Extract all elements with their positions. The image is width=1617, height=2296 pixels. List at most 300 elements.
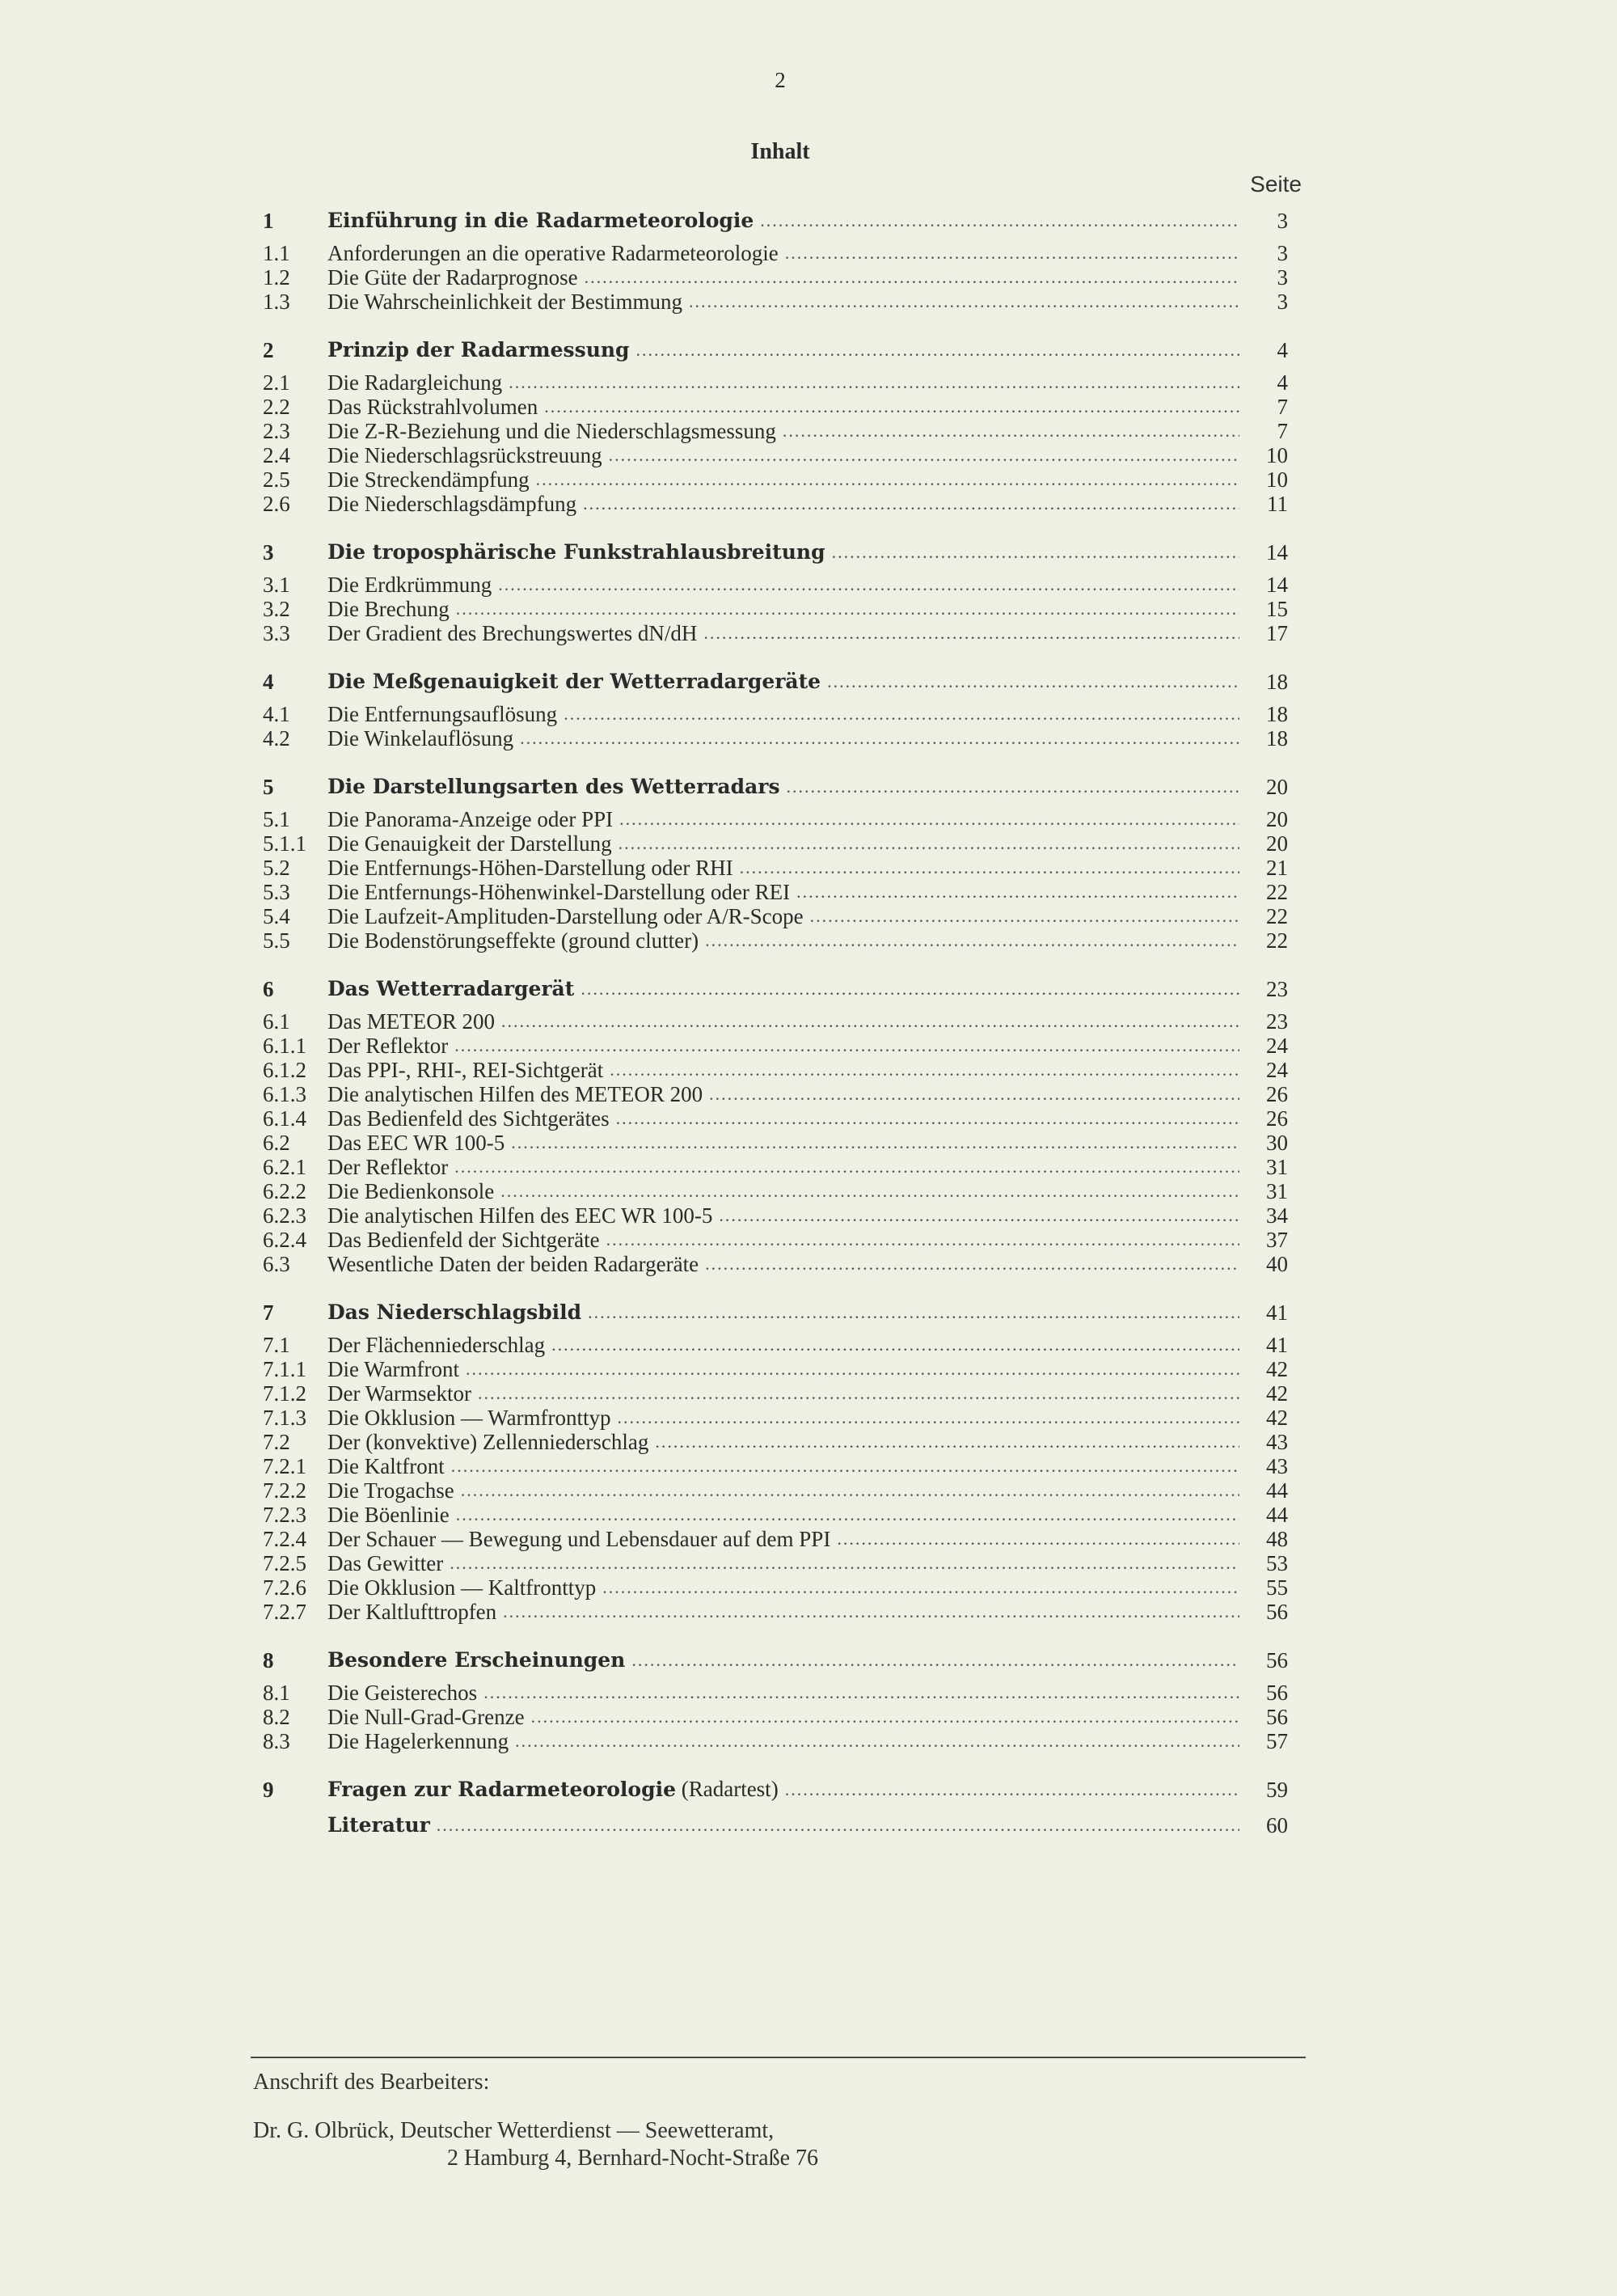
table-of-contents [263, 205, 1288, 1837]
toc-leader-dots [719, 1203, 1239, 1228]
toc-entry-page: 43 [1266, 1430, 1288, 1454]
toc-entry-page: 37 [1266, 1228, 1288, 1252]
toc-entry-title-text: Anforderungen an die operative Radarmeteorologie [327, 241, 779, 265]
toc-entry-page: 7 [1277, 419, 1288, 443]
toc-entry-page: 48 [1266, 1527, 1288, 1551]
toc-entry-title-text: Der Gradient des Brechungswertes dN/dH [327, 621, 698, 645]
toc-entry-page: 10 [1266, 443, 1288, 467]
toc-entry-title [327, 904, 810, 928]
address-line-2: 2 Hamburg 4, Bernhard-Nocht-Straße 76 [447, 2146, 819, 2171]
toc-entry-title-text: Das Rückstrahlvolumen [327, 395, 538, 419]
toc-entry-number: 5.4 [263, 904, 290, 928]
toc-leader-dots [689, 290, 1239, 314]
toc-section-row [263, 370, 1288, 395]
toc-entry-page: 18 [1266, 670, 1288, 694]
toc-entry-title [327, 1333, 551, 1357]
toc-leader-dots [810, 904, 1239, 928]
toc-entry-title [327, 928, 705, 953]
toc-entry-page: 34 [1266, 1203, 1288, 1228]
toc-entry-title-text: Die Erdkrümmung [327, 573, 492, 597]
toc-leader-dots [705, 928, 1239, 953]
toc-entry-page: 4 [1277, 338, 1288, 362]
toc-entry-title-text: Fragen zur Radarmeteorologie [327, 1778, 676, 1801]
toc-entry-title [327, 597, 456, 621]
toc-entry-title [327, 1575, 602, 1600]
toc-section-row [263, 1575, 1288, 1600]
toc-entry-title-text: Der (konvektive) Zellenniederschlag [327, 1430, 649, 1454]
toc-entry-page: 42 [1266, 1357, 1288, 1381]
toc-entry-number: 6.2.3 [263, 1203, 306, 1228]
toc-entry-number: 1.1 [263, 241, 290, 265]
toc-entry-number: 6.3 [263, 1252, 290, 1276]
toc-entry-title-text: Der Flächenniederschlag [327, 1333, 546, 1357]
divider [251, 2057, 1306, 2058]
toc-entry-number: 7.2.3 [263, 1503, 306, 1527]
toc-entry-title-text: Die Streckendämpfung [327, 467, 530, 492]
toc-leader-dots [454, 1155, 1239, 1179]
page-title: Inhalt [750, 139, 810, 164]
toc-entry-title-text: Der Reflektor [327, 1155, 449, 1179]
toc-entry-title-text: Die Güte der Radarprognose [327, 265, 578, 290]
toc-entry-number: 7.1.1 [263, 1357, 306, 1381]
toc-leader-dots [602, 1575, 1239, 1600]
toc-leader-dots [456, 597, 1239, 621]
toc-entry-page: 4 [1277, 370, 1288, 395]
toc-chapter-row [263, 1297, 1288, 1325]
toc-entry-page: 22 [1266, 880, 1288, 904]
toc-entry-title [327, 831, 619, 856]
toc-entry-page: 26 [1266, 1106, 1288, 1131]
toc-entry-page: 57 [1266, 1729, 1288, 1753]
toc-entry-number: 2.1 [263, 370, 290, 395]
toc-section-row [263, 1082, 1288, 1106]
toc-entry-title [327, 443, 609, 467]
toc-entry-title-text: Das Wetterradargerät [327, 977, 575, 1000]
toc-entry-title-text: Die Hagelerkennung [327, 1729, 509, 1753]
toc-entry-title-text: Die Wahrscheinlichkeit der Bestimmung [327, 290, 682, 314]
toc-entry-title-text: Die Niederschlagsdämpfung [327, 492, 577, 516]
toc-leader-dots [619, 807, 1239, 831]
toc-leader-dots [509, 370, 1239, 395]
toc-entry-number: 5 [263, 775, 274, 799]
toc-entry-title [327, 1179, 500, 1203]
toc-entry-number: 2.6 [263, 492, 290, 516]
toc-entry-number: 7.1.2 [263, 1381, 306, 1406]
toc-entry-title [327, 370, 509, 395]
toc-entry-page: 30 [1266, 1131, 1288, 1155]
toc-entry-title [327, 492, 583, 516]
toc-entry-title [327, 1106, 616, 1131]
toc-entry-number: 6.2.4 [263, 1228, 306, 1252]
toc-entry-title-text: Die Geisterechos [327, 1681, 478, 1705]
toc-section-row [263, 1034, 1288, 1058]
toc-chapter-row [263, 974, 1288, 1001]
toc-entry-title [327, 1082, 709, 1106]
toc-entry-title [327, 1009, 501, 1034]
toc-section-row [263, 1600, 1288, 1624]
toc-entry-title-text: Die Entfernungs-Höhenwinkel-Darstellung oder REI [327, 880, 791, 904]
toc-section-row [263, 395, 1288, 419]
toc-entry-page: 15 [1266, 597, 1288, 621]
toc-entry-title [327, 1777, 785, 1802]
toc-entry-title-text: Die Okklusion — Warmfronttyp [327, 1406, 611, 1430]
toc-leader-dots [783, 419, 1239, 443]
toc-entry-page: 23 [1266, 1009, 1288, 1034]
toc-entry-title-text: Die Warmfront [327, 1357, 460, 1381]
toc-entry-number: 8.1 [263, 1681, 290, 1705]
toc-leader-dots [619, 831, 1239, 856]
toc-entry-number: 6 [263, 977, 274, 1001]
toc-entry-title-text: Das PPI-, RHI-, REI-Sichtgerät [327, 1058, 604, 1082]
toc-entry-page: 20 [1266, 807, 1288, 831]
toc-entry-title [327, 1503, 456, 1527]
toc-entry-number: 8 [263, 1648, 274, 1672]
address-heading: Anschrift des Bearbeiters: [253, 2070, 490, 2095]
toc-entry-number: 8.3 [263, 1729, 290, 1753]
toc-entry-title [327, 856, 740, 880]
toc-entry-number: 6.1.2 [263, 1058, 306, 1082]
toc-entry-title-text: Die Brechung [327, 597, 450, 621]
toc-entry-title-text: Besondere Erscheinungen [327, 1648, 626, 1672]
toc-entry-title [327, 977, 581, 1001]
toc-entry-number: 9 [263, 1778, 274, 1802]
toc-entry-page: 3 [1277, 290, 1288, 314]
toc-section-row [263, 1333, 1288, 1357]
toc-leader-dots [606, 1228, 1239, 1252]
toc-entry-page: 20 [1266, 831, 1288, 856]
toc-section-row [263, 831, 1288, 856]
toc-section-row [263, 443, 1288, 467]
toc-entry-number: 7.2 [263, 1430, 290, 1454]
toc-leader-dots [551, 1333, 1239, 1357]
toc-leader-dots [609, 443, 1239, 467]
toc-entry-number: 4.2 [263, 726, 290, 751]
toc-leader-dots [583, 492, 1239, 516]
toc-entry-title [327, 1681, 483, 1705]
toc-entry-title [327, 621, 703, 645]
toc-section-row [263, 1503, 1288, 1527]
toc-entry-page: 43 [1266, 1454, 1288, 1478]
toc-entry-title-text: Die Null-Grad-Grenze [327, 1705, 525, 1729]
toc-entry-title [327, 1705, 531, 1729]
toc-chapter-row [263, 1774, 1288, 1802]
toc-leader-dots [705, 1252, 1239, 1276]
toc-entry-page: 56 [1266, 1705, 1288, 1729]
toc-entry-title [327, 1034, 454, 1058]
toc-entry-title-text: Die Panorama-Anzeige oder PPI [327, 807, 614, 831]
toc-leader-dots [709, 1082, 1239, 1106]
toc-entry-title-suffix: (Radartest) [675, 1777, 779, 1801]
toc-entry-page: 60 [1266, 1813, 1288, 1837]
toc-entry-number: 3.1 [263, 573, 290, 597]
toc-entry-title-text: Die Böenlinie [327, 1503, 450, 1527]
toc-entry-title [327, 1406, 618, 1430]
toc-entry-title [327, 1430, 655, 1454]
toc-entry-title [327, 395, 544, 419]
toc-entry-page: 24 [1266, 1034, 1288, 1058]
toc-entry-page: 3 [1277, 209, 1288, 233]
toc-entry-title [327, 573, 498, 597]
toc-entry-title-text: Der Schauer — Bewegung und Lebensdauer auf dem PPI [327, 1527, 831, 1551]
toc-entry-title-text: Die Trogachse [327, 1478, 454, 1503]
toc-entry-title [327, 702, 564, 726]
toc-entry-title-text: Die Entfernungsauflösung [327, 702, 558, 726]
toc-entry-page: 41 [1266, 1300, 1288, 1325]
toc-entry-title [327, 1600, 503, 1624]
toc-section-row [263, 419, 1288, 443]
toc-entry-page: 20 [1266, 775, 1288, 799]
toc-entry-title [327, 1252, 705, 1276]
toc-entry-number: 7.2.5 [263, 1551, 306, 1575]
toc-leader-dots [610, 1058, 1239, 1082]
toc-entry-title-text: Die Genauigkeit der Darstellung [327, 831, 612, 856]
toc-section-row [263, 1454, 1288, 1478]
toc-entry-page: 55 [1266, 1575, 1288, 1600]
toc-leader-dots [456, 1503, 1239, 1527]
page-column-label: Seite [1250, 171, 1302, 197]
toc-entry-number: 1 [263, 209, 274, 233]
toc-leader-dots [450, 1551, 1239, 1575]
toc-entry-page: 44 [1266, 1478, 1288, 1503]
toc-entry-title-text: Wesentliche Daten der beiden Radargeräte [327, 1252, 699, 1276]
toc-entry-title [327, 1357, 466, 1381]
toc-entry-page: 18 [1266, 726, 1288, 751]
toc-entry-page: 3 [1277, 241, 1288, 265]
toc-entry-title [327, 467, 536, 492]
toc-leader-dots [796, 880, 1239, 904]
toc-entry-title [327, 241, 785, 265]
toc-entry-title [327, 1058, 610, 1082]
toc-entry-title-text: Der Kaltlufttropfen [327, 1600, 497, 1624]
toc-section-row [263, 1155, 1288, 1179]
toc-entry-page: 22 [1266, 928, 1288, 953]
toc-entry-title [327, 1300, 588, 1325]
toc-chapter-row [263, 537, 1288, 564]
toc-entry-title [327, 1729, 515, 1753]
toc-entry-title [327, 775, 787, 799]
toc-leader-dots [785, 1778, 1239, 1802]
toc-section-row [263, 1252, 1288, 1276]
toc-entry-title-text: Die Niederschlagsrückstreuung [327, 443, 602, 467]
toc-entry-title [327, 1813, 437, 1837]
toc-chapter-row [263, 772, 1288, 799]
toc-entry-title [327, 1203, 719, 1228]
toc-section-row [263, 1228, 1288, 1252]
toc-section-row [263, 702, 1288, 726]
toc-section-row [263, 1131, 1288, 1155]
toc-entry-title [327, 880, 796, 904]
toc-entry-number: 6.2.2 [263, 1179, 306, 1203]
toc-entry-page: 24 [1266, 1058, 1288, 1082]
toc-entry-number: 5.2 [263, 856, 290, 880]
toc-entry-page: 40 [1266, 1252, 1288, 1276]
toc-leader-dots [616, 1106, 1239, 1131]
toc-entry-title-text: Die Bodenstörungseffekte (ground clutter) [327, 928, 699, 953]
toc-entry-number: 7.1.3 [263, 1406, 306, 1430]
toc-leader-dots [760, 209, 1239, 233]
toc-entry-title-text: Die analytischen Hilfen des METEOR 200 [327, 1082, 703, 1106]
toc-entry-title [327, 1527, 837, 1551]
toc-leader-dots [437, 1813, 1239, 1837]
toc-entry-page: 11 [1267, 492, 1288, 516]
toc-entry-title-text: Das METEOR 200 [327, 1009, 495, 1034]
toc-entry-number: 7.2.2 [263, 1478, 306, 1503]
toc-leader-dots [466, 1357, 1239, 1381]
toc-section-row [263, 573, 1288, 597]
toc-section-row [263, 1705, 1288, 1729]
toc-entry-page: 42 [1266, 1406, 1288, 1430]
toc-leader-dots [478, 1381, 1239, 1406]
toc-entry-title [327, 265, 585, 290]
toc-leader-dots [511, 1131, 1239, 1155]
toc-leader-dots [520, 726, 1239, 751]
toc-entry-title-text: Die Z-R-Beziehung und die Niederschlagsmessung [327, 419, 776, 443]
toc-leader-dots [564, 702, 1239, 726]
toc-entry-title-text: Die Laufzeit-Amplituden-Darstellung oder A/R-Scope [327, 904, 804, 928]
toc-section-row [263, 1179, 1288, 1203]
toc-chapter-row [263, 1810, 1288, 1837]
toc-entry-title [327, 338, 636, 362]
toc-entry-title-text: Das Niederschlagsbild [327, 1300, 582, 1324]
toc-entry-page: 7 [1277, 395, 1288, 419]
toc-leader-dots [585, 265, 1239, 290]
toc-entry-title-text: Die Bedienkonsole [327, 1179, 495, 1203]
toc-section-row [263, 290, 1288, 314]
toc-section-row [263, 492, 1288, 516]
toc-entry-title [327, 419, 783, 443]
toc-section-row [263, 1478, 1288, 1503]
toc-section-row [263, 241, 1288, 265]
toc-entry-number: 4 [263, 670, 274, 694]
toc-entry-title-text: Das Gewitter [327, 1551, 444, 1575]
toc-entry-title-text: Die troposphärische Funkstrahlausbreitung [327, 540, 825, 564]
toc-section-row [263, 1357, 1288, 1381]
toc-entry-number: 2.5 [263, 467, 290, 492]
toc-section-row [263, 856, 1288, 880]
toc-entry-number: 3 [263, 540, 274, 564]
toc-entry-page: 26 [1266, 1082, 1288, 1106]
toc-entry-title-text: Literatur [327, 1813, 430, 1837]
toc-section-row [263, 1551, 1288, 1575]
toc-entry-page: 18 [1266, 702, 1288, 726]
toc-entry-number: 7.1 [263, 1333, 290, 1357]
author-address [253, 2069, 818, 2172]
toc-entry-title [327, 1228, 606, 1252]
toc-leader-dots [544, 395, 1239, 419]
toc-entry-number: 8.2 [263, 1705, 290, 1729]
toc-section-row [263, 1681, 1288, 1705]
toc-entry-page: 3 [1277, 265, 1288, 290]
toc-chapter-row [263, 335, 1288, 362]
toc-entry-number: 2.2 [263, 395, 290, 419]
toc-entry-number: 3.3 [263, 621, 290, 645]
toc-entry-title-text: Das EEC WR 100-5 [327, 1131, 505, 1155]
toc-section-row [263, 1058, 1288, 1082]
toc-entry-number: 4.1 [263, 702, 290, 726]
toc-chapter-row [263, 1645, 1288, 1672]
toc-entry-title [327, 670, 827, 694]
toc-leader-dots [536, 467, 1239, 492]
toc-entry-page: 22 [1266, 904, 1288, 928]
toc-leader-dots [483, 1681, 1239, 1705]
toc-leader-dots [785, 241, 1239, 265]
toc-entry-number: 7.2.1 [263, 1454, 306, 1478]
toc-entry-title [327, 540, 832, 564]
toc-entry-page: 31 [1266, 1179, 1288, 1203]
toc-entry-number: 1.3 [263, 290, 290, 314]
toc-entry-page: 59 [1266, 1778, 1288, 1802]
toc-entry-title-text: Die Darstellungsarten des Wetterradars [327, 775, 780, 798]
toc-entry-page: 14 [1266, 540, 1288, 564]
toc-entry-number: 6.1.3 [263, 1082, 306, 1106]
toc-section-row [263, 1729, 1288, 1753]
toc-entry-page: 56 [1266, 1681, 1288, 1705]
toc-entry-page: 41 [1266, 1333, 1288, 1357]
toc-section-row [263, 621, 1288, 645]
toc-entry-number: 6.1.1 [263, 1034, 306, 1058]
toc-leader-dots [498, 573, 1239, 597]
toc-leader-dots [655, 1430, 1239, 1454]
toc-section-row [263, 726, 1288, 751]
toc-leader-dots [618, 1406, 1239, 1430]
toc-leader-dots [515, 1729, 1239, 1753]
toc-entry-number: 3.2 [263, 597, 290, 621]
toc-leader-dots [588, 1300, 1239, 1325]
toc-leader-dots [787, 775, 1239, 799]
toc-entry-title-text: Die Okklusion — Kaltfronttyp [327, 1575, 597, 1600]
toc-section-row [263, 1527, 1288, 1551]
toc-entry-number: 2 [263, 338, 274, 362]
toc-chapter-row [263, 666, 1288, 694]
toc-entry-page: 56 [1266, 1648, 1288, 1672]
toc-leader-dots [740, 856, 1239, 880]
toc-entry-page: 42 [1266, 1381, 1288, 1406]
toc-entry-title-text: Die Kaltfront [327, 1454, 445, 1478]
toc-leader-dots [837, 1527, 1239, 1551]
toc-entry-title-text: Die Entfernungs-Höhen-Darstellung oder RHI [327, 856, 733, 880]
toc-entry-page: 56 [1266, 1600, 1288, 1624]
toc-section-row [263, 597, 1288, 621]
toc-leader-dots [501, 1009, 1239, 1034]
toc-entry-number: 5.3 [263, 880, 290, 904]
toc-chapter-row [263, 205, 1288, 233]
toc-entry-title-text: Einführung in die Radarmeteorologie [327, 209, 754, 232]
toc-entry-number: 2.4 [263, 443, 290, 467]
toc-entry-number: 5.5 [263, 928, 290, 953]
toc-entry-title-text: Die Radargleichung [327, 370, 503, 395]
toc-entry-title [327, 290, 689, 314]
toc-entry-page: 23 [1266, 977, 1288, 1001]
toc-entry-title-text: Das Bedienfeld des Sichtgerätes [327, 1106, 610, 1131]
toc-leader-dots [827, 670, 1239, 694]
page-number: 2 [775, 68, 786, 92]
toc-entry-title [327, 1381, 478, 1406]
toc-section-row [263, 928, 1288, 953]
toc-entry-title [327, 807, 619, 831]
toc-entry-number: 7.2.7 [263, 1600, 306, 1624]
toc-leader-dots [451, 1454, 1239, 1478]
toc-entry-number: 5.1 [263, 807, 290, 831]
toc-entry-title-text: Die analytischen Hilfen des EEC WR 100-5 [327, 1203, 713, 1228]
toc-entry-number: 2.3 [263, 419, 290, 443]
toc-section-row [263, 265, 1288, 290]
toc-entry-title [327, 726, 520, 751]
toc-entry-number: 6.1 [263, 1009, 290, 1034]
toc-leader-dots [454, 1034, 1239, 1058]
toc-leader-dots [500, 1179, 1239, 1203]
toc-entry-page: 17 [1266, 621, 1288, 645]
toc-leader-dots [531, 1705, 1239, 1729]
